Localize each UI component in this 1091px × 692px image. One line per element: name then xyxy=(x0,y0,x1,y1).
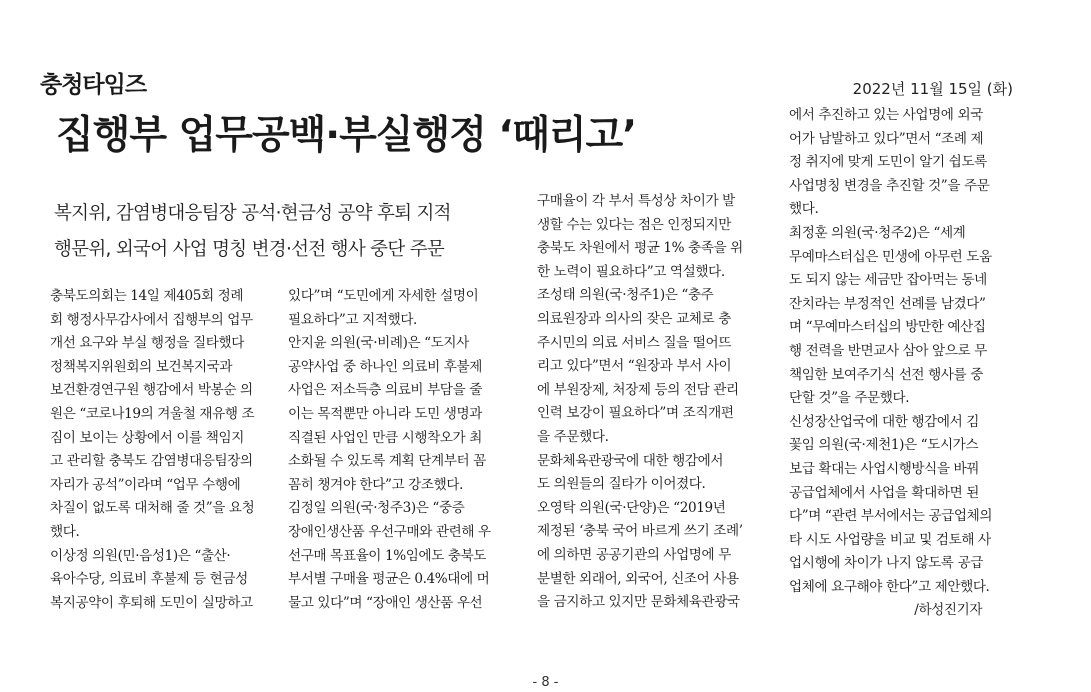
article-line: 다”며 “관련 부서에서는 공급업체의 xyxy=(789,508,993,525)
article-line: 복지공약이 후퇴해 도민이 실망하고 xyxy=(50,594,253,611)
article-line: 주시민의 의료 서비스 질을 떨어뜨 xyxy=(537,334,731,351)
article-line: 의료원장과 의사의 잦은 교체로 충 xyxy=(537,310,731,327)
article-line: 보급 확대는 사업시행방식을 바꿔 xyxy=(789,460,980,477)
subhead: 행문위, 외국어 사업 명칭 변경·선전 행사 중단 주문 xyxy=(54,239,445,260)
article-line: 꼼히 챙겨야 한다”고 강조했다. xyxy=(288,476,464,493)
article-line: 타 시도 사업량을 비교 및 검토해 사 xyxy=(789,531,991,548)
article-column-1 xyxy=(50,285,254,615)
article-line: 했다. xyxy=(789,201,819,218)
article-line: 직결된 사업인 만큼 시행착오가 최 xyxy=(288,429,482,446)
article-line: 문화체육관광국에 대한 행감에서 xyxy=(537,452,724,469)
article-subheads xyxy=(54,196,524,268)
article-line: 한 노력이 필요하다”고 역설했다. xyxy=(537,263,725,280)
article-line: 며 “무예마스터십의 방만한 예산집 xyxy=(789,319,986,336)
article-line: 충북도 차원에서 평균 1% 충족을 위 xyxy=(537,240,743,257)
page-number: - 8 - xyxy=(532,675,559,690)
article-line: 무예마스터십은 민생에 아무런 도움 xyxy=(789,248,992,265)
article-line: 을 주문했다. xyxy=(537,428,609,445)
article-line: 잔치라는 부정적인 선례를 남겼다” xyxy=(789,295,986,312)
article-line: 리고 있다”면서 “원장과 부서 사이 xyxy=(537,358,732,375)
article-line: 안지윤 의원(국·비례)은 “도지사 xyxy=(288,335,469,352)
article-line: 개선 요구와 부실 행정을 질타했다 xyxy=(50,335,244,352)
article-line: 이는 목적뿐만 아니라 도민 생명과 xyxy=(288,405,482,422)
article-line: 있다”며 “도민에게 자세한 설명이 xyxy=(288,288,479,304)
article-line: 오영탁 의원(국·단양)은 “2019년 xyxy=(537,499,726,516)
article-line: 자리가 공석”이라며 “업무 수행에 xyxy=(50,476,241,493)
article-line: 에 부원장제, 처장제 등의 전담 관리 xyxy=(537,381,739,398)
article-line: 짐이 보이는 상황에서 이를 책임지 xyxy=(50,429,244,446)
article-line: 김정일 의원(국·청주3)은 “중증 xyxy=(288,500,465,517)
article-line: 어가 남발하고 있다”면서 “조례 제 xyxy=(789,130,984,147)
article-line: 소화될 수 있도록 계획 단계부터 꼼 xyxy=(288,453,486,470)
article-line: 단할 것”을 주문했다. xyxy=(789,390,910,407)
article-line: 꽃임 의원(국·제천1)은 “도시가스 xyxy=(789,437,979,454)
article-column-3 xyxy=(537,190,743,615)
article-line: 이상정 의원(민·음성1)은 “출산· xyxy=(50,547,231,564)
article-line: 충북도의회는 14일 제405회 정례 xyxy=(50,288,244,304)
publication-date: 2022년 11월 15일 (화) xyxy=(852,80,1013,98)
article-headline: 집행부 업무공백·부실행정 ‘때리고’ xyxy=(56,113,637,158)
article-line: 장애인생산품 우선구매와 관련해 우 xyxy=(288,523,491,540)
article-line: 구매율이 각 부서 특성상 차이가 발 xyxy=(537,193,735,209)
article-line: 회 행정사무감사에서 집행부의 업무 xyxy=(50,311,253,328)
article-line: 도 되지 않는 세금만 잡아먹는 동네 xyxy=(789,272,987,289)
article-line: 생할 수는 있다는 점은 인정되지만 xyxy=(537,216,731,233)
newspaper-name: 충청타임즈 xyxy=(40,72,147,98)
article-line: 제정된 ‘충북 국어 바르게 쓰기 조례’ xyxy=(537,523,743,540)
article-line: 선구매 목표율이 1%임에도 충북도 xyxy=(288,547,487,564)
article-line: 했다. xyxy=(50,523,80,540)
article-line: 신성장산업국에 대한 행감에서 김 xyxy=(789,413,980,430)
article-line: 원은 “코로나19의 겨울철 재유행 조 xyxy=(50,405,255,422)
article-line: 행 전력을 반면교사 삼아 앞으로 무 xyxy=(789,342,987,359)
article-line: 사업명칭 변경을 추진할 것”을 주문 xyxy=(789,177,990,194)
article-line: 도 의원들의 질타가 이어졌다. xyxy=(537,476,706,493)
article-column-4 xyxy=(789,104,992,623)
subhead: 복지위, 감염병대응팀장 공석·현금성 공약 후퇴 지적 xyxy=(54,203,451,224)
article-line: 업체에 요구해야 한다”고 제안했다. xyxy=(789,578,990,595)
article-line: 분별한 외래어, 외국어, 신조어 사용 xyxy=(537,570,739,587)
article-line: 정 취지에 맞게 도민이 알기 쉽도록 xyxy=(789,154,987,171)
article-line: 업시행에 차이가 나지 않도록 공급 xyxy=(789,555,983,572)
article-line: 정책복지위원회의 보건복지국과 xyxy=(50,358,233,375)
article-line: 필요하다”고 지적했다. xyxy=(288,311,417,328)
article-line: 공급업체에서 사업을 확대하면 된 xyxy=(789,484,980,501)
article-line: 에서 추진하고 있는 사업명에 외국 xyxy=(789,107,983,123)
article-line: 부서별 구매율 평균은 0.4%대에 머 xyxy=(288,571,490,588)
article-line: 사업은 저소득층 의료비 부담을 줄 xyxy=(288,382,482,399)
article-line: 공약사업 중 하나인 의료비 후불제 xyxy=(288,358,482,375)
article-line: 차질이 없도록 대처해 줄 것”을 요청 xyxy=(50,500,255,517)
article-line: 최정훈 의원(국·청주2)은 “세계 xyxy=(789,224,966,241)
reporter-byline: /하성진기자 xyxy=(914,602,983,619)
article-line: 육아수당, 의료비 후불제 등 현금성 xyxy=(50,571,248,588)
article-line: 고 관리할 충북도 감염병대응팀장의 xyxy=(50,453,253,470)
article-line: 을 금지하고 있지만 문화체육관광국 xyxy=(537,594,740,611)
article-column-2 xyxy=(288,285,491,615)
article-line: 물고 있다”며 “장애인 생산품 우선 xyxy=(288,594,483,611)
article-line: 보건환경연구원 행감에서 박봉순 의 xyxy=(50,382,253,399)
article-line: 인력 보강이 필요하다”며 조직개편 xyxy=(537,405,734,422)
article-line: 책임한 보여주기식 선전 행사를 중 xyxy=(789,366,983,383)
article-line: 조성태 의원(국·청주1)은 “충주 xyxy=(537,287,714,304)
article-line: 에 의하면 공공기관의 사업명에 무 xyxy=(537,546,731,563)
